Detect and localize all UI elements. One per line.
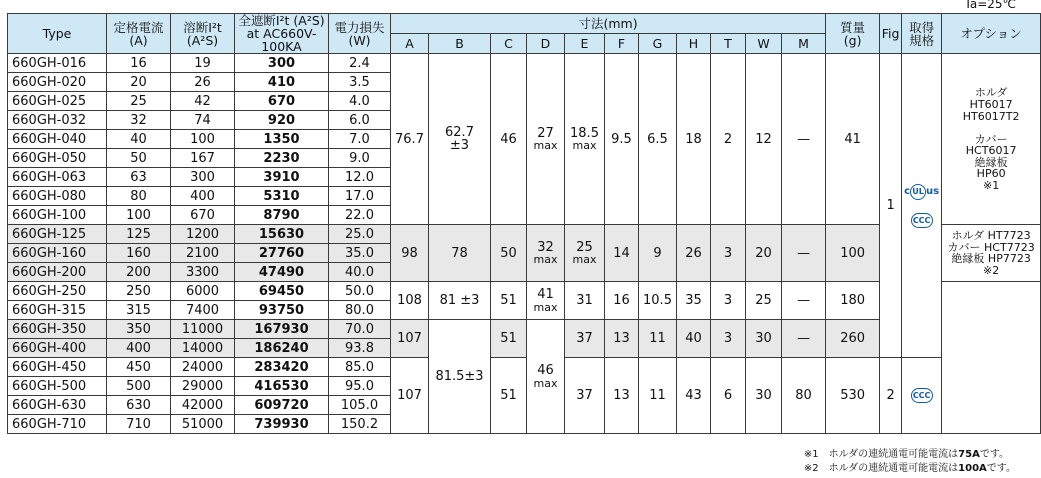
footnotes	[804, 448, 1016, 476]
dim-b-cell: 81 ±3	[429, 282, 491, 320]
type-cell: 660GH-020	[8, 73, 107, 92]
current-cell: 250	[107, 282, 171, 301]
fig-cell: 2	[880, 358, 902, 434]
current-cell: 450	[107, 358, 171, 377]
loss-cell: 25.0	[329, 225, 391, 244]
dim-c-cell: 51	[491, 320, 527, 358]
approval-cell	[902, 358, 942, 434]
header-dim-e: E	[565, 34, 605, 54]
clearing-cell: 93750	[235, 301, 329, 320]
type-cell: 660GH-080	[8, 187, 107, 206]
header-melting-i2t: 溶断I²t (A²S)	[171, 14, 235, 54]
header-dim-g: G	[639, 34, 677, 54]
type-cell: 660GH-040	[8, 130, 107, 149]
type-cell: 660GH-200	[8, 263, 107, 282]
dim-a-cell: 98	[391, 225, 429, 282]
current-cell: 400	[107, 339, 171, 358]
clearing-cell: 416530	[235, 377, 329, 396]
clearing-cell: 5310	[235, 187, 329, 206]
type-cell: 660GH-032	[8, 111, 107, 130]
dim-f-cell: 16	[605, 282, 639, 320]
dim-h-cell: 35	[677, 282, 711, 320]
melting-cell: 29000	[171, 377, 235, 396]
loss-cell: 40.0	[329, 263, 391, 282]
dim-c-cell: 51	[491, 282, 527, 320]
melting-cell: 51000	[171, 415, 235, 434]
loss-cell: 35.0	[329, 244, 391, 263]
current-cell: 20	[107, 73, 171, 92]
current-cell: 80	[107, 187, 171, 206]
clearing-cell: 2230	[235, 149, 329, 168]
options-cell: ホルダ HT6017 HT6017T2 カバー HCT6017 絶縁板 HP60 ※1	[942, 54, 1041, 225]
header-dim-f: F	[605, 34, 639, 54]
loss-cell: 150.2	[329, 415, 391, 434]
loss-cell: 70.0	[329, 320, 391, 339]
melting-cell: 3300	[171, 263, 235, 282]
dim-d-cell: 32 max	[527, 225, 565, 282]
melting-cell: 14000	[171, 339, 235, 358]
type-cell: 660GH-400	[8, 339, 107, 358]
mass-cell: 100	[826, 225, 880, 282]
melting-cell: 400	[171, 187, 235, 206]
current-cell: 50	[107, 149, 171, 168]
mass-cell: 260	[826, 320, 880, 358]
dim-w-cell: 20	[746, 225, 782, 282]
melting-cell: 100	[171, 130, 235, 149]
melting-cell: 300	[171, 168, 235, 187]
current-cell: 40	[107, 130, 171, 149]
type-cell: 660GH-016	[8, 54, 107, 73]
clearing-cell: 283420	[235, 358, 329, 377]
type-cell: 660GH-100	[8, 206, 107, 225]
current-cell: 16	[107, 54, 171, 73]
dim-d-cell: 46 max	[527, 320, 565, 434]
clearing-cell: 1350	[235, 130, 329, 149]
clearing-cell: 3910	[235, 168, 329, 187]
clearing-cell: 69450	[235, 282, 329, 301]
temperature-condition: Ta=25℃	[964, 0, 1016, 11]
dim-m-cell: —	[782, 225, 826, 282]
header-dim-t: T	[711, 34, 746, 54]
type-cell: 660GH-250	[8, 282, 107, 301]
dim-e-cell: 37	[565, 320, 605, 358]
melting-cell: 11000	[171, 320, 235, 339]
dim-w-cell: 30	[746, 358, 782, 434]
clearing-cell: 167930	[235, 320, 329, 339]
type-cell: 660GH-315	[8, 301, 107, 320]
ul-certification-icon: c UL us	[904, 184, 939, 200]
loss-cell: 6.0	[329, 111, 391, 130]
dim-h-cell: 18	[677, 54, 711, 225]
current-cell: 200	[107, 263, 171, 282]
loss-cell: 93.8	[329, 339, 391, 358]
melting-cell: 670	[171, 206, 235, 225]
dim-d-cell: 41 max	[527, 282, 565, 320]
header-mass: 質量 (g)	[826, 14, 880, 54]
current-cell: 100	[107, 206, 171, 225]
dim-m-cell: —	[782, 54, 826, 225]
dim-f-cell: 14	[605, 225, 639, 282]
melting-cell: 7400	[171, 301, 235, 320]
melting-cell: 2100	[171, 244, 235, 263]
loss-cell: 50.0	[329, 282, 391, 301]
loss-cell: 9.0	[329, 149, 391, 168]
dim-f-cell: 9.5	[605, 54, 639, 225]
clearing-cell: 920	[235, 111, 329, 130]
fuse-spec-table	[7, 13, 1041, 434]
loss-cell: 12.0	[329, 168, 391, 187]
fig-cell: 1	[880, 54, 902, 358]
header-dim-d: D	[527, 34, 565, 54]
loss-cell: 3.5	[329, 73, 391, 92]
current-cell: 25	[107, 92, 171, 111]
dim-g-cell: 9	[639, 225, 677, 282]
mass-cell: 530	[826, 358, 880, 434]
dim-f-cell: 13	[605, 358, 639, 434]
header-approval: 取得 規格	[902, 14, 942, 54]
dim-g-cell: 6.5	[639, 54, 677, 225]
dim-a-cell: 108	[391, 282, 429, 320]
dim-f-cell: 13	[605, 320, 639, 358]
header-rated-current: 定格電流 (A)	[107, 14, 171, 54]
dim-g-cell: 10.5	[639, 282, 677, 320]
table-row	[8, 358, 1041, 377]
dim-w-cell: 30	[746, 320, 782, 358]
dim-h-cell: 26	[677, 225, 711, 282]
dim-h-cell: 40	[677, 320, 711, 358]
dim-c-cell: 51	[491, 358, 527, 434]
current-cell: 32	[107, 111, 171, 130]
loss-cell: 22.0	[329, 206, 391, 225]
dim-e-cell: 25 max	[565, 225, 605, 282]
loss-cell: 17.0	[329, 187, 391, 206]
clearing-cell: 27760	[235, 244, 329, 263]
ccc-certification-icon: CCC	[911, 213, 933, 228]
type-cell: 660GH-710	[8, 415, 107, 434]
footnote-2: ※2 ホルダの連続通電可能電流は100Aです。	[803, 463, 1016, 474]
header-options: オプション	[942, 14, 1041, 54]
dim-w-cell: 25	[746, 282, 782, 320]
clearing-cell: 300	[235, 54, 329, 73]
ccc-certification-icon: CCC	[911, 388, 933, 403]
header-clearing-i2t: 全遮断I²t (A²S) at AC660V-100KA	[235, 14, 329, 54]
dim-c-cell: 50	[491, 225, 527, 282]
header-dim-b: B	[429, 34, 491, 54]
dim-g-cell: 11	[639, 358, 677, 434]
dim-a-cell: 107	[391, 358, 429, 434]
table-row	[8, 54, 1041, 73]
loss-cell: 7.0	[329, 130, 391, 149]
dim-e-cell: 18.5 max	[565, 54, 605, 225]
type-cell: 660GH-050	[8, 149, 107, 168]
dim-e-cell: 37	[565, 358, 605, 434]
melting-cell: 19	[171, 54, 235, 73]
loss-cell: 2.4	[329, 54, 391, 73]
loss-cell: 4.0	[329, 92, 391, 111]
approval-cell	[902, 54, 942, 358]
dim-a-cell: 107	[391, 320, 429, 358]
melting-cell: 42000	[171, 396, 235, 415]
type-cell: 660GH-350	[8, 320, 107, 339]
dim-t-cell: 3	[711, 320, 746, 358]
dim-b-cell: 62.7 ±3	[429, 54, 491, 225]
dim-b-cell: 78	[429, 225, 491, 282]
type-cell: 660GH-450	[8, 358, 107, 377]
melting-cell: 74	[171, 111, 235, 130]
clearing-cell: 670	[235, 92, 329, 111]
header-dim-m: M	[782, 34, 826, 54]
header-dim-c: C	[491, 34, 527, 54]
dim-m-cell: —	[782, 320, 826, 358]
melting-cell: 24000	[171, 358, 235, 377]
current-cell: 315	[107, 301, 171, 320]
header-dim-w: W	[746, 34, 782, 54]
type-cell: 660GH-630	[8, 396, 107, 415]
clearing-cell: 609720	[235, 396, 329, 415]
header-dim-h: H	[677, 34, 711, 54]
mass-cell: 41	[826, 54, 880, 225]
options-cell: ホルダ HT7723 カバー HCT7723 絶縁板 HP7723 ※2	[942, 225, 1041, 282]
dim-b-cell: 81.5±3	[429, 320, 491, 434]
clearing-cell: 410	[235, 73, 329, 92]
type-cell: 660GH-125	[8, 225, 107, 244]
clearing-cell: 739930	[235, 415, 329, 434]
type-cell: 660GH-500	[8, 377, 107, 396]
dim-m-cell: —	[782, 282, 826, 320]
current-cell: 125	[107, 225, 171, 244]
loss-cell: 85.0	[329, 358, 391, 377]
clearing-cell: 8790	[235, 206, 329, 225]
dim-t-cell: 3	[711, 282, 746, 320]
loss-cell: 80.0	[329, 301, 391, 320]
clearing-cell: 47490	[235, 263, 329, 282]
melting-cell: 6000	[171, 282, 235, 301]
dim-t-cell: 3	[711, 225, 746, 282]
dim-c-cell: 46	[491, 54, 527, 225]
dim-a-cell: 76.7	[391, 54, 429, 225]
options-cell-empty	[942, 282, 1041, 434]
dim-t-cell: 2	[711, 54, 746, 225]
header-fig: Fig	[880, 14, 902, 54]
current-cell: 63	[107, 168, 171, 187]
dim-w-cell: 12	[746, 54, 782, 225]
type-cell: 660GH-160	[8, 244, 107, 263]
dim-e-cell: 31	[565, 282, 605, 320]
current-cell: 160	[107, 244, 171, 263]
melting-cell: 26	[171, 73, 235, 92]
header-power-loss: 電力損失 (W)	[329, 14, 391, 54]
dim-m-cell: 80	[782, 358, 826, 434]
dim-t-cell: 6	[711, 358, 746, 434]
header-dimensions: 寸法(mm)	[391, 14, 826, 34]
current-cell: 500	[107, 377, 171, 396]
header-type: Type	[8, 14, 107, 54]
melting-cell: 1200	[171, 225, 235, 244]
footnote-1: ※1 ホルダの連続通電可能電流は75Aです。	[803, 449, 1010, 460]
dim-h-cell: 43	[677, 358, 711, 434]
current-cell: 350	[107, 320, 171, 339]
mass-cell: 180	[826, 282, 880, 320]
current-cell: 630	[107, 396, 171, 415]
melting-cell: 42	[171, 92, 235, 111]
current-cell: 710	[107, 415, 171, 434]
type-cell: 660GH-063	[8, 168, 107, 187]
loss-cell: 105.0	[329, 396, 391, 415]
melting-cell: 167	[171, 149, 235, 168]
dim-g-cell: 11	[639, 320, 677, 358]
dim-d-cell: 27 max	[527, 54, 565, 225]
loss-cell: 95.0	[329, 377, 391, 396]
header-dim-a: A	[391, 34, 429, 54]
clearing-cell: 186240	[235, 339, 329, 358]
type-cell: 660GH-025	[8, 92, 107, 111]
clearing-cell: 15630	[235, 225, 329, 244]
